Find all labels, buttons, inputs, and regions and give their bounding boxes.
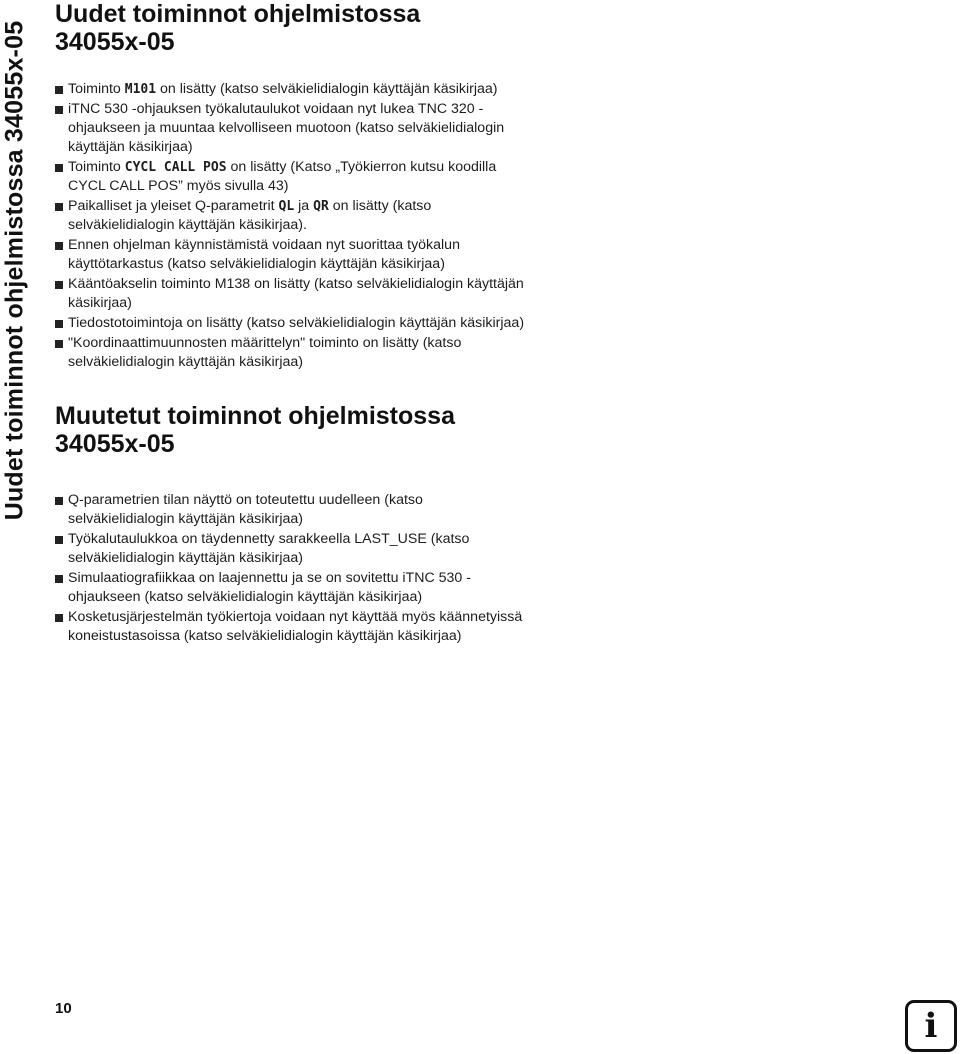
changed-features-heading [55,402,525,458]
code-keyword: M101 [124,82,157,97]
square-bullet-icon [55,575,63,583]
changed-features-heading-line1: Muutetut toiminnot ohjelmistossa [55,402,455,430]
square-bullet-icon [55,164,63,172]
info-icon [905,1000,957,1052]
list-item: Q-parametrien tilan näyttö on toteutettu uudelleen (katso selväkielidialogin käyttäjän käsikirjaa) [55,491,525,529]
side-title [0,0,30,540]
page-content [55,0,525,647]
list-item: Kääntöakselin toiminto M138 on lisätty (katso selväkielidialogin käyttäjän käsikirjaa) [55,275,525,313]
list-item: Työkalutaulukkoa on täydennetty sarakkeella LAST_USE (katso selväkielidialogin käyttäjän käsikirjaa) [55,530,525,568]
square-bullet-icon [55,497,63,505]
code-keyword: CYCL CALL POS [124,160,227,175]
new-features-heading [55,0,525,56]
square-bullet-icon [55,203,63,211]
code-keyword: QL [278,199,295,214]
new-features-heading-line1: Uudet toiminnot ohjelmistossa [55,0,421,28]
square-bullet-icon [55,340,63,348]
list-item: Paikalliset ja yleiset Q-parametrit QL ja QR on lisätty (katso selväkielidialogin käyttäjän käsikirjaa). [55,197,525,235]
page-number: 10 [55,1000,72,1017]
square-bullet-icon [55,242,63,250]
list-item: Kosketusjärjestelmän työkiertoja voidaan nyt käyttää myös käännetyissä koneistustasoissa (katso selväkielidialogin käyttäjän käsikirjaa) [55,608,525,646]
list-item: "Koordinaattimuunnosten määrittelyn" toiminto on lisätty (katso selväkielidialogin käyttäjän käsikirjaa) [55,334,525,372]
list-item: Tiedostotoimintoja on lisätty (katso selväkielidialogin käyttäjän käsikirjaa) [55,314,525,333]
code-keyword: QR [313,199,329,214]
list-item: Ennen ohjelman käynnistämistä voidaan nyt suorittaa työkalun käyttötarkastus (katso selväkielidialogin käyttäjän käsikirjaa) [55,236,525,274]
list-item: Toiminto M101 on lisätty (katso selväkielidialogin käyttäjän käsikirjaa) [55,80,525,99]
square-bullet-icon [55,320,63,328]
changed-features-list [55,491,525,646]
list-item: Toiminto CYCL CALL POS on lisätty (Katso „Työkierron kutsu koodilla CYCL CALL POS” myös sivulla 43) [55,158,525,196]
square-bullet-icon [55,86,63,94]
info-icon-glyph: i [924,1006,938,1046]
new-features-list [55,80,525,372]
square-bullet-icon [55,614,63,622]
new-features-heading-line2: 34055x-05 [55,28,175,56]
square-bullet-icon [55,106,63,114]
square-bullet-icon [55,536,63,544]
square-bullet-icon [55,281,63,289]
list-item: iTNC 530 -ohjauksen työkalutaulukot voidaan nyt lukea TNC 320 - ohjaukseen ja muuntaa kelvolliseen muotoon (katso selväkielidialogin käyttäjän käsikirjaa) [55,100,525,157]
list-item: Simulaatiografiikkaa on laajennettu ja se on sovitettu iTNC 530 - ohjaukseen (katso selväkielidialogin käyttäjän käsikirjaa) [55,569,525,607]
changed-features-heading-line2: 34055x-05 [55,430,175,458]
side-title-text: Uudet toiminnot ohjelmistossa 34055x-05 [0,20,29,520]
